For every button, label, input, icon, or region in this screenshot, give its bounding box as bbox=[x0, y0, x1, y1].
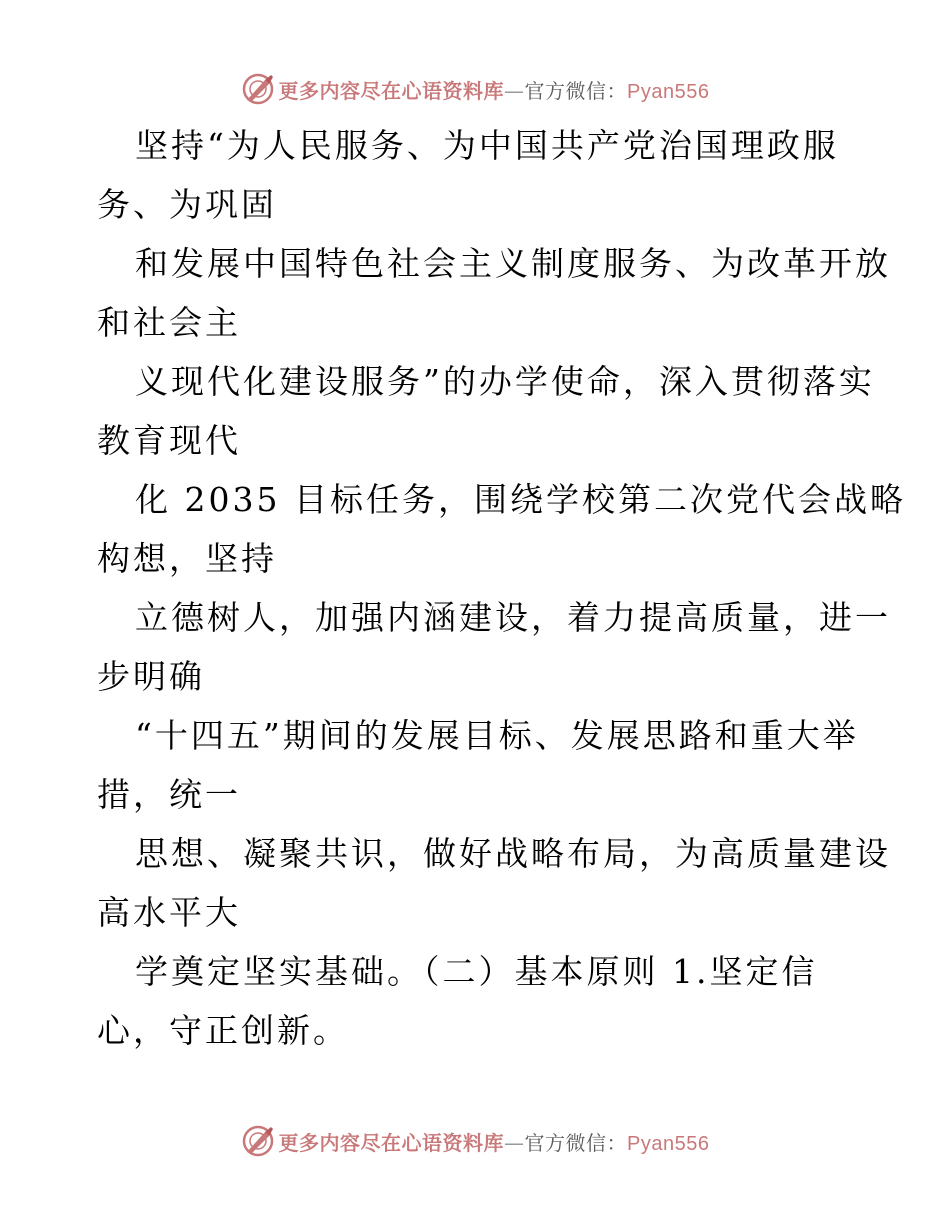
paragraph-line: 思想、凝聚共识，做好战略布局，为高质量建设 bbox=[135, 834, 891, 873]
paragraph-line: “十四五”期间的发展目标、发展思路和重大举 bbox=[135, 716, 859, 755]
paragraph-line: 高水平大 bbox=[97, 893, 241, 932]
paragraph-line: 措，统一 bbox=[97, 775, 241, 814]
paragraph-line: 和发展中国特色社会主义制度服务、为改革开放 bbox=[135, 244, 891, 283]
paragraph-line: 坚持“为人民服务、为中国共产党治国理政服 bbox=[135, 126, 839, 165]
header-watermark bbox=[0, 72, 950, 106]
watermark-dash: — bbox=[504, 1130, 525, 1155]
watermark-dash: — bbox=[504, 78, 525, 103]
paragraph-line: 化 2035 目标任务，围绕学校第二次党代会战略 bbox=[135, 480, 906, 519]
paragraph-line: 务、为巩固 bbox=[97, 185, 277, 224]
watermark-site-name: 更多内容尽在心语资料库 bbox=[278, 1130, 505, 1155]
paragraph-line: 心，守正创新。 bbox=[97, 1011, 349, 1050]
paragraph-line: 教育现代 bbox=[97, 421, 241, 460]
paragraph-line: 步明确 bbox=[97, 657, 205, 696]
paragraph-line: 和社会主 bbox=[97, 303, 241, 342]
paragraph-line: 立德树人，加强内涵建设，着力提高质量，进一 bbox=[135, 598, 891, 637]
watermark-wechat-label: 官方微信： bbox=[524, 1130, 628, 1155]
watermark-site-name: 更多内容尽在心语资料库 bbox=[278, 78, 505, 103]
pen-logo-icon bbox=[241, 1124, 275, 1158]
paragraph-line: 学奠定坚实基础。（二）基本原则 1.坚定信 bbox=[135, 952, 818, 991]
paragraph-line: 义现代化建设服务”的办学使命，深入贯彻落实 bbox=[135, 362, 875, 401]
watermark-wechat-id: Pyan556 bbox=[627, 1132, 710, 1155]
paragraph-line: 构想，坚持 bbox=[97, 539, 277, 578]
footer-watermark bbox=[0, 1124, 950, 1158]
watermark-wechat-label: 官方微信： bbox=[524, 78, 628, 103]
watermark-wechat-id: Pyan556 bbox=[627, 80, 710, 103]
pen-logo-icon bbox=[241, 72, 275, 106]
watermark-text bbox=[279, 1127, 710, 1156]
watermark-text bbox=[279, 75, 710, 104]
